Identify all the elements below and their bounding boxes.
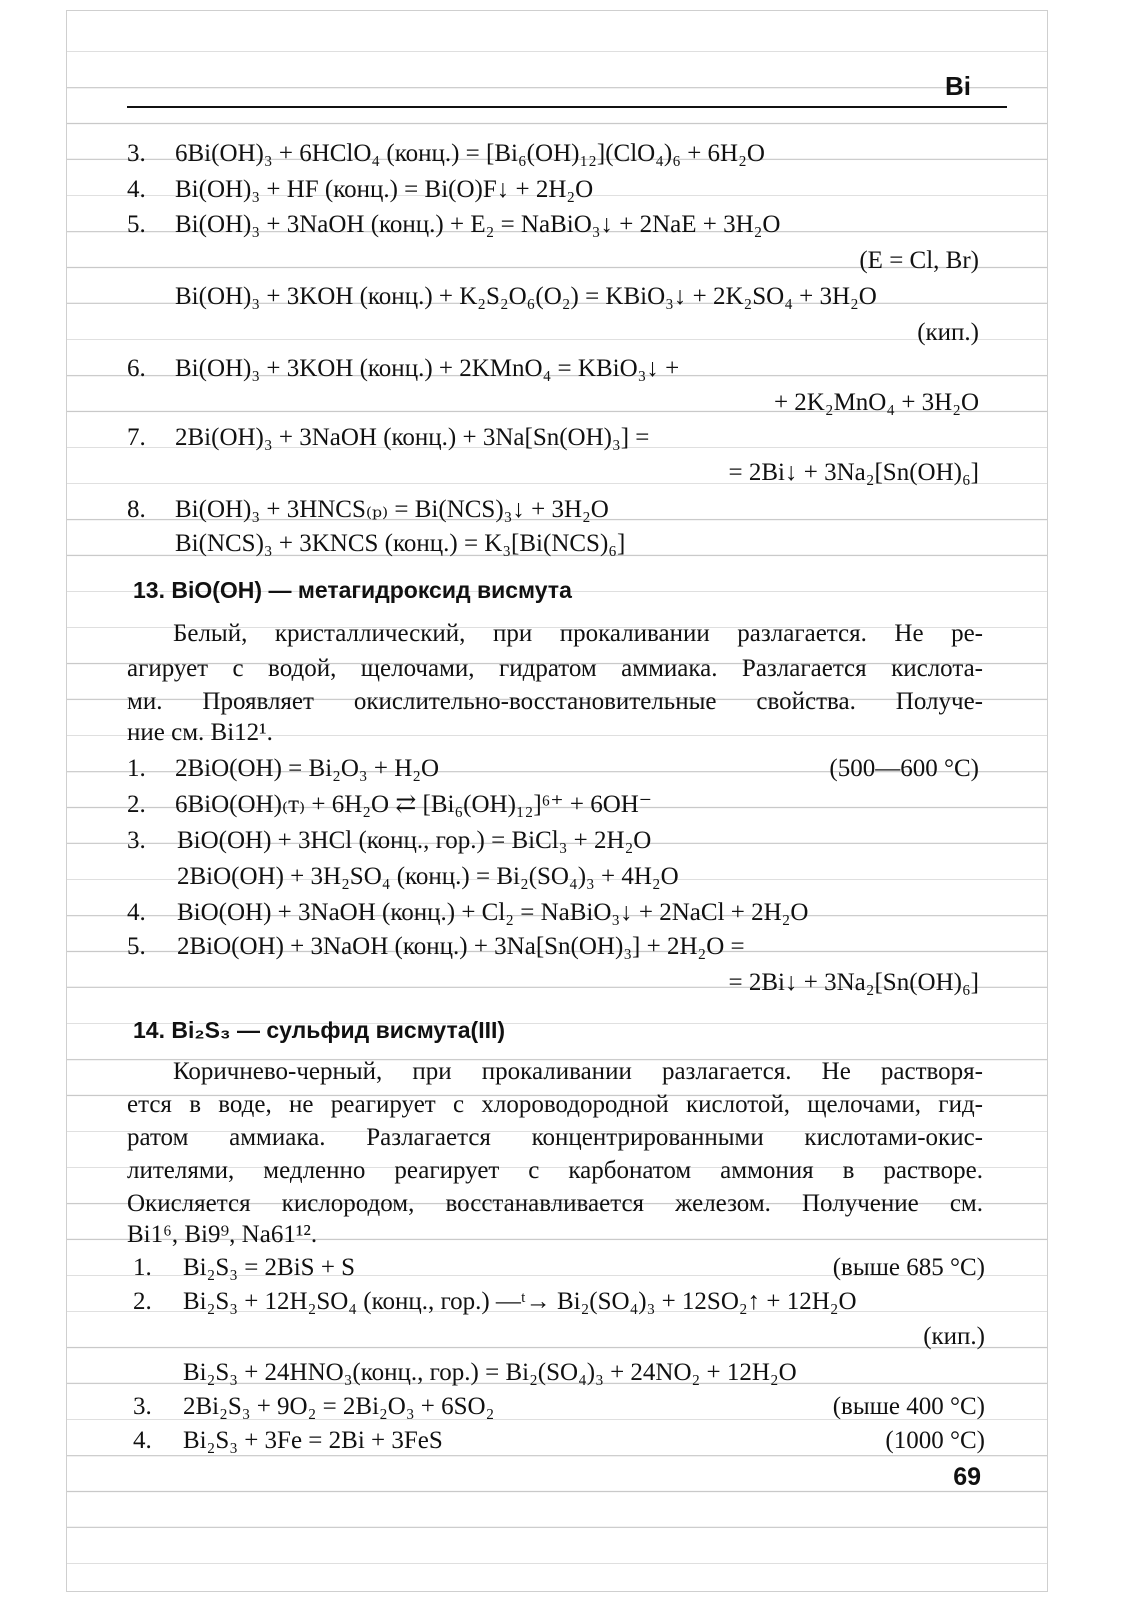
running-header-element: Bi (945, 71, 971, 101)
equation-continuation-line (67, 455, 1047, 491)
equation-text: Bi(OH)₃ + HF (конц.) = Bi(O)F↓ + 2H₂O (175, 176, 594, 203)
equation-continuation: + 2K₂MnO₄ + 3H₂O (773, 389, 979, 416)
paragraph-line (67, 1120, 1047, 1156)
equation-line (67, 859, 1047, 895)
page-number: 69 (953, 1463, 981, 1491)
equation-condition-line (67, 315, 1047, 351)
equation-line (67, 492, 1047, 528)
equation-text: Bi₂S₃ + 24HNO₃(конц., гор.) = Bi₂(SO₄)₃ + 24NO₂ + 12H₂O (183, 1359, 797, 1386)
equation-line (67, 1389, 1047, 1425)
equation-continuation: = 2Bi↓ + 3Na₂[Sn(OH)₆] (728, 969, 979, 996)
equation-text: Bi₂S₃ + 3Fe = 2Bi + 3FeS (183, 1427, 443, 1454)
equation-text: Bi(OH)₃ + 3NaOH (конц.) + E₂ = NaBiO₃↓ + 2NaE + 3H₂O (175, 211, 781, 238)
section-heading-line (67, 577, 1047, 613)
equation-text: Bi₂S₃ + 12H₂SO₄ (конц., гор.) ―ᵗ→ Bi₂(SO₄)₃ + 12SO₂↑ + 12H₂O (183, 1288, 857, 1315)
equation-text: 6Bi(OH)₃ + 6HClO₄ (конц.) = [Bi₆(OH)₁₂](ClO₄)₆ + 6H₂O (175, 140, 765, 167)
equation-text: BiO(OH) + 3NaOH (конц.) + Cl₂ = NaBiO₃↓ + 2NaCl + 2H₂O (177, 899, 809, 926)
equation-text: 2BiO(OH) = Bi₂O₃ + H₂O (175, 755, 440, 782)
equation-number: 1. (133, 1254, 152, 1281)
equation-continuation-line (67, 385, 1047, 421)
equation-line (67, 929, 1047, 965)
equation-line (67, 1423, 1047, 1459)
equation-line (67, 895, 1047, 931)
paragraph-text: агирует с водой, щелочами, гидратом аммиака. Разлагается кислота- (127, 655, 983, 682)
equation-text: Bi₂S₃ = 2BiS + S (183, 1254, 356, 1281)
section-heading: 14. Bi₂S₃ — сульфид висмута(III) (133, 1017, 506, 1043)
section-heading-line (67, 1017, 1047, 1053)
equation-text: BiO(OH) + 3HCl (конц., гор.) = BiCl₃ + 2H₂O (177, 827, 652, 854)
equation-number: 4. (127, 176, 146, 203)
equation-line (67, 751, 1047, 787)
equation-text: 2Bi₂S₃ + 9O₂ = 2Bi₂O₃ + 6SO₂ (183, 1393, 495, 1420)
equation-number: 3. (127, 827, 146, 854)
paragraph-text: Коричнево-черный, при прокаливании разлагается. Не растворя- (173, 1058, 983, 1085)
equation-number: 4. (133, 1427, 152, 1454)
paragraph-line (67, 616, 1047, 652)
equation-text: 6BiO(OH)₍т₎ + 6H₂O ⇄ [Bi₆(OH)₁₂]⁶⁺ + 6OH⁻ (175, 791, 653, 818)
equation-line (67, 1250, 1047, 1286)
equation-number: 2. (127, 791, 146, 818)
paragraph-text: ми. Проявляет окислительно-восстановительные свойства. Получе- (127, 688, 983, 715)
paragraph-line (67, 1153, 1047, 1189)
equation-condition: (кип.) (923, 1323, 985, 1350)
equation-number: 6. (127, 355, 146, 382)
paragraph-line (67, 651, 1047, 687)
equation-number: 4. (127, 899, 146, 926)
equation-continuation: = 2Bi↓ + 3Na₂[Sn(OH)₆] (728, 459, 979, 486)
equation-condition-line (67, 243, 1047, 279)
equation-condition: (кип.) (917, 319, 979, 346)
equation-line (67, 207, 1047, 243)
header-rule (127, 106, 1007, 108)
equation-condition: (1000 °C) (885, 1427, 985, 1454)
section-heading: 13. BiO(OH) — метагидроксид висмута (133, 577, 572, 603)
paragraph-text: ние см. Bi12¹. (127, 719, 273, 746)
paragraph-line (67, 715, 1047, 751)
paragraph-text: ратом аммиака. Разлагается концентрированными кислотами-окис- (127, 1124, 983, 1151)
equation-condition: (выше 400 °C) (832, 1393, 985, 1420)
paragraph-text: Окисляется кислородом, восстанавливается железом. Получение см. (127, 1190, 983, 1217)
paragraph-line (67, 1054, 1047, 1090)
equation-condition: (500—600 °C) (829, 755, 979, 782)
equation-text: Bi(OH)₃ + 3KOH (конц.) + 2KMnO₄ = KBiO₃↓ + (175, 355, 680, 382)
equation-number: 5. (127, 211, 146, 238)
equation-text: Bi(OH)₃ + 3HNCS₍ₚ₎ = Bi(NCS)₃↓ + 3H₂O (175, 496, 609, 523)
equation-number: 8. (127, 496, 146, 523)
equation-line (67, 172, 1047, 208)
equation-line (67, 136, 1047, 172)
paragraph-text: Белый, кристаллический, при прокаливании разлагается. Не ре- (173, 620, 983, 647)
paragraph-text: лителями, медленно реагирует с карбонатом аммония в растворе. (127, 1157, 983, 1184)
equation-line (67, 1284, 1047, 1320)
equation-text: Bi(NCS)₃ + 3KNCS (конц.) = K₃[Bi(NCS)₆] (175, 530, 626, 557)
equation-continuation-line (67, 965, 1047, 1001)
book-page (66, 10, 1048, 1592)
equation-text: Bi(OH)₃ + 3KOH (конц.) + K₂S₂O₆(O₂) = KBiO₃↓ + 2K₂SO₄ + 3H₂O (175, 283, 877, 310)
equation-line (67, 279, 1047, 315)
equation-condition: (E = Cl, Br) (859, 247, 979, 274)
equation-line (67, 823, 1047, 859)
equation-text: 2BiO(OH) + 3H₂SO₄ (конц.) = Bi₂(SO₄)₃ + 4H₂O (177, 863, 679, 890)
equation-text: 2Bi(OH)₃ + 3NaOH (конц.) + 3Na[Sn(OH)₃] = (175, 424, 650, 451)
equation-number: 3. (127, 140, 146, 167)
paragraph-text: ется в воде, не реагирует с хлороводородной кислотой, щелочами, гид- (127, 1091, 983, 1118)
equation-line (67, 526, 1047, 562)
equation-line (67, 1355, 1047, 1391)
equation-text: 2BiO(OH) + 3NaOH (конц.) + 3Na[Sn(OH)₃] + 2H₂O = (177, 933, 745, 960)
equation-line (67, 351, 1047, 387)
equation-number: 3. (133, 1393, 152, 1420)
paragraph-line (67, 1217, 1047, 1253)
paragraph-text: Bi1⁶, Bi9⁹, Na61¹². (127, 1221, 318, 1248)
equation-condition: (выше 685 °C) (832, 1254, 985, 1281)
equation-number: 5. (127, 933, 146, 960)
equation-condition-line (67, 1319, 1047, 1355)
paragraph-line (67, 1087, 1047, 1123)
equation-line (67, 787, 1047, 823)
equation-number: 7. (127, 424, 146, 451)
equation-number: 2. (133, 1288, 152, 1315)
equation-number: 1. (127, 755, 146, 782)
equation-line (67, 420, 1047, 456)
